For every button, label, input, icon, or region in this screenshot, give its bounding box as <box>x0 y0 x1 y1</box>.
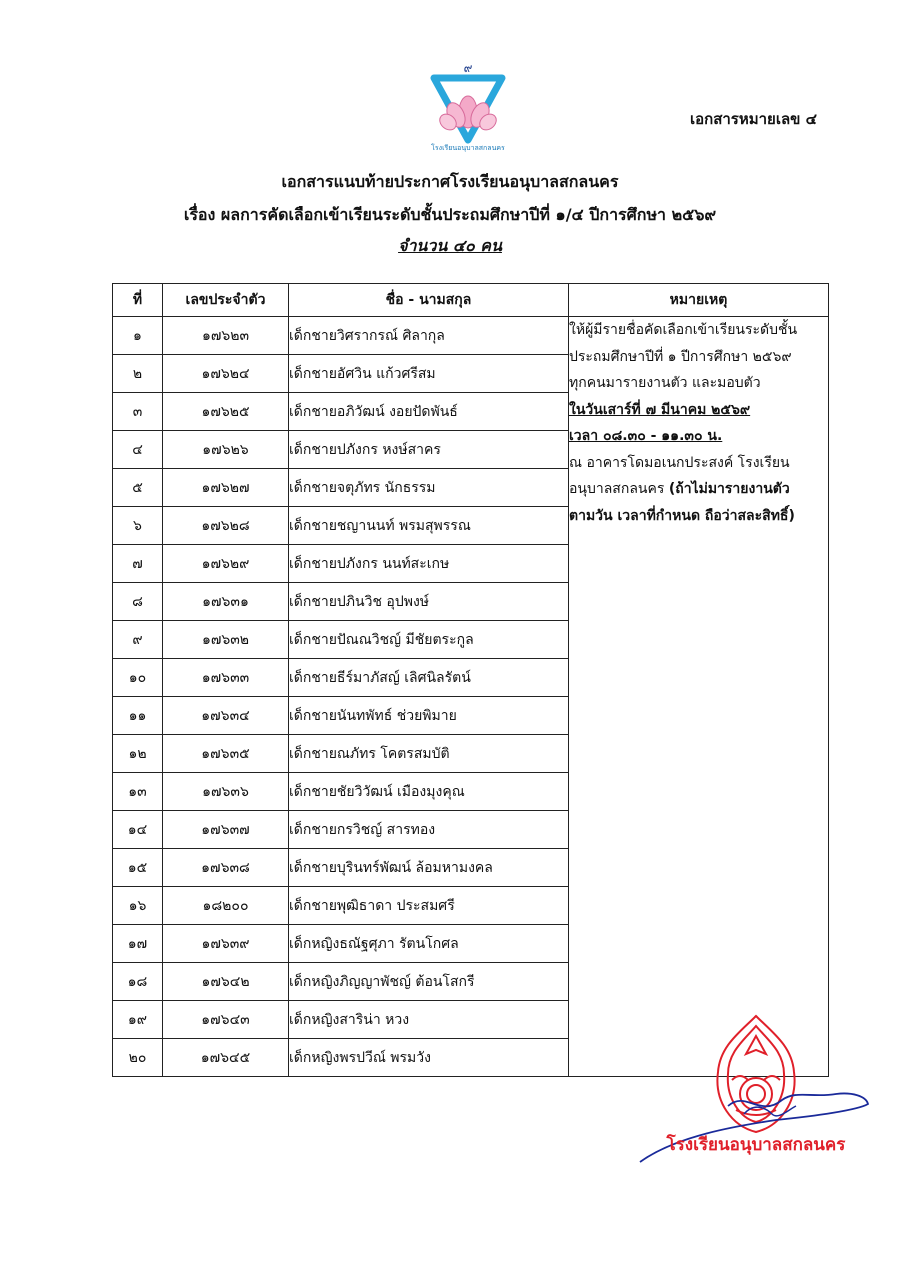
student-name: เด็กชายชัยวิวัฒน์ เมืองมุงคุณ <box>289 773 569 811</box>
student-id: ๑๗๖๒๕ <box>163 393 289 431</box>
student-name: เด็กหญิงธณัฐศุภา รัตนโกศล <box>289 925 569 963</box>
student-id: ๑๘๒๐๐ <box>163 887 289 925</box>
student-id: ๑๗๖๓๑ <box>163 583 289 621</box>
student-id: ๑๗๖๓๖ <box>163 773 289 811</box>
student-id: ๑๗๖๓๙ <box>163 925 289 963</box>
student-name: เด็กหญิงพรปวีณ์ พรมวัง <box>289 1039 569 1077</box>
student-name: เด็กหญิงภิญญาพัชญ์ ต้อนโสกรี <box>289 963 569 1001</box>
student-id: ๑๗๖๓๘ <box>163 849 289 887</box>
row-number: ๒ <box>113 355 163 393</box>
student-name: เด็กชายอภิวัฒน์ งอยปัดพันธ์ <box>289 393 569 431</box>
student-name: เด็กชายนันทพัทธ์ ช่วยพิมาย <box>289 697 569 735</box>
row-number: ๑๘ <box>113 963 163 1001</box>
student-id: ๑๗๖๒๙ <box>163 545 289 583</box>
row-number: ๕ <box>113 469 163 507</box>
school-logo <box>428 60 508 152</box>
student-id: ๑๗๖๓๕ <box>163 735 289 773</box>
remark-line8: ตามวัน เวลาที่กำหนด ถือว่าสละสิทธิ์) <box>569 507 795 524</box>
student-id: ๑๗๖๓๒ <box>163 621 289 659</box>
student-id: ๑๗๖๒๗ <box>163 469 289 507</box>
row-number: ๓ <box>113 393 163 431</box>
row-number: ๖ <box>113 507 163 545</box>
remark-line1: ให้ผู้มีรายชื่อคัดเลือกเข้าเรียนระดับชั้น <box>569 322 798 338</box>
student-name: เด็กชายอัศวิน แก้วศรีสม <box>289 355 569 393</box>
row-number: ๑๑ <box>113 697 163 735</box>
student-id: ๑๗๖๒๓ <box>163 317 289 355</box>
row-number: ๑๒ <box>113 735 163 773</box>
student-id: ๑๗๖๓๗ <box>163 811 289 849</box>
student-name: เด็กชายปัณณวิชญ์ มีชัยตระกูล <box>289 621 569 659</box>
student-id: ๑๗๖๓๔ <box>163 697 289 735</box>
header-no: ที่ <box>113 284 163 317</box>
student-name: เด็กชายชญานนท์ พรมสุพรรณ <box>289 507 569 545</box>
student-id: ๑๗๖๔๓ <box>163 1001 289 1039</box>
document-number: เอกสารหมายเลข ๔ <box>690 110 817 128</box>
remark-line7-bold: (ถ้าไม่มารายงานตัว <box>668 481 790 497</box>
title-line-1: เอกสารแนบท้ายประกาศโรงเรียนอนุบาลสกลนคร <box>281 172 619 191</box>
school-seal <box>636 1010 876 1170</box>
row-number: ๑๖ <box>113 887 163 925</box>
row-number: ๙ <box>113 621 163 659</box>
remark-line2: ประถมศึกษาปีที่ ๑ ปีการศึกษา ๒๕๖๙ <box>569 348 792 365</box>
title-line-2: เรื่อง ผลการคัดเลือกเข้าเรียนระดับชั้นประถมศึกษาปีที่ ๑/๔ ปีการศึกษา ๒๕๖๙ <box>183 205 717 224</box>
row-number: ๑๓ <box>113 773 163 811</box>
seal-text: โรงเรียนอนุบาลสกลนคร <box>666 1135 846 1155</box>
student-name: เด็กชายพุฒิธาดา ประสมศรี <box>289 887 569 925</box>
student-table <box>112 283 829 1077</box>
student-name: เด็กชายปภังกร นนท์สะเกษ <box>289 545 569 583</box>
student-id: ๑๗๖๔๒ <box>163 963 289 1001</box>
row-number: ๑ <box>113 317 163 355</box>
row-number: ๗ <box>113 545 163 583</box>
remark-line7-plain: อนุบาลสกลนคร <box>569 481 669 497</box>
student-name: เด็กชายบุรินทร์พัฒน์ ล้อมหามงคล <box>289 849 569 887</box>
student-name: เด็กชายปภินวิช อุปพงษ์ <box>289 583 569 621</box>
row-number: ๑๙ <box>113 1001 163 1039</box>
student-id: ๑๗๖๒๔ <box>163 355 289 393</box>
row-number: ๑๐ <box>113 659 163 697</box>
header-remark: หมายเหตุ <box>569 284 829 317</box>
row-number: ๑๕ <box>113 849 163 887</box>
student-id: ๑๗๖๓๓ <box>163 659 289 697</box>
student-name: เด็กหญิงสาริน่า หวง <box>289 1001 569 1039</box>
student-name: เด็กชายปภังกร หงษ์สาคร <box>289 431 569 469</box>
remark-line4: ในวันเสาร์ที่ ๗ มีนาคม ๒๕๖๙ <box>569 401 751 418</box>
remark-line3: ทุกคนมารายงานตัว และมอบตัว <box>569 375 761 391</box>
row-number: ๔ <box>113 431 163 469</box>
remark-line6: ณ อาคารโดมอเนกประสงค์ โรงเรียน <box>569 454 790 471</box>
student-id: ๑๗๖๒๖ <box>163 431 289 469</box>
student-id: ๑๗๖๒๘ <box>163 507 289 545</box>
row-number: ๑๗ <box>113 925 163 963</box>
header-student-id: เลขประจำตัว <box>163 284 289 317</box>
student-id: ๑๗๖๔๕ <box>163 1039 289 1077</box>
header-name: ชื่อ - นามสกุล <box>289 284 569 317</box>
student-name: เด็กชายจตุภัทร นักธรรม <box>289 469 569 507</box>
student-name: เด็กชายวิศรากรณ์ ศิลากุล <box>289 317 569 355</box>
logo-text: โรงเรียนอนุบาลสกลนคร <box>431 144 505 152</box>
row-number: ๘ <box>113 583 163 621</box>
student-name: เด็กชายณภัทร โคตรสมบัติ <box>289 735 569 773</box>
student-name: เด็กชายธีร์มาภัสญ์ เลิศนิลรัตน์ <box>289 659 569 697</box>
student-name: เด็กชายกรวิชญ์ สารทอง <box>289 811 569 849</box>
row-number: ๒๐ <box>113 1039 163 1077</box>
remark-line7 <box>569 476 828 503</box>
table-row <box>113 317 829 355</box>
title-line-3: จำนวน ๔๐ คน <box>398 236 502 255</box>
remark-cell <box>569 317 829 1077</box>
remark-line5: เวลา ๐๘.๓๐ - ๑๑.๓๐ น. <box>569 428 723 444</box>
row-number: ๑๔ <box>113 811 163 849</box>
logo-number: ๙ <box>463 61 473 75</box>
table-header-row <box>113 284 829 317</box>
